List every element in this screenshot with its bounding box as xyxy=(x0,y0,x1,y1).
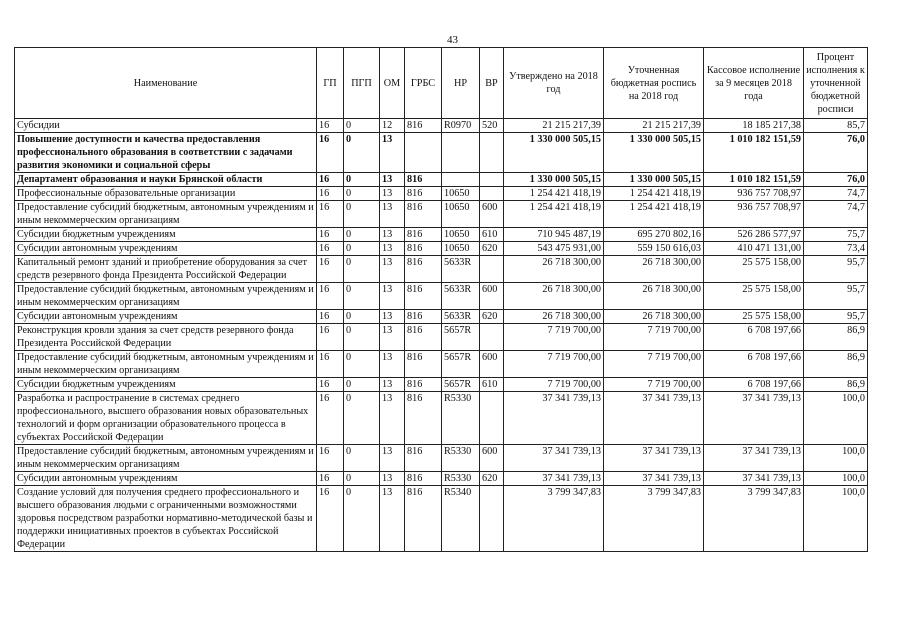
table-row xyxy=(15,310,868,324)
cell-approved: 37 341 739,13 xyxy=(504,445,604,472)
cell-cash: 25 575 158,00 xyxy=(704,283,804,310)
cell-vr: 610 xyxy=(480,378,504,392)
cell-grbs: 816 xyxy=(405,472,442,486)
cell-approved: 7 719 700,00 xyxy=(504,378,604,392)
cell-np: 10650 xyxy=(442,201,480,228)
cell-refined: 26 718 300,00 xyxy=(604,310,704,324)
cell-refined: 26 718 300,00 xyxy=(604,283,704,310)
cell-om: 13 xyxy=(380,392,405,445)
cell-name: Разработка и распространение в системах среднего профессионального, высшего образования новых образовательных технологий и форм организации образовательного процесса в субъектах Российской Федерации xyxy=(15,392,317,445)
cell-om: 13 xyxy=(380,242,405,256)
cell-approved: 1 254 421 418,19 xyxy=(504,201,604,228)
cell-name: Предоставление субсидий бюджетным, автономным учреждениям и иным некоммерческим организациям xyxy=(15,283,317,310)
cell-np: 10650 xyxy=(442,242,480,256)
cell-approved: 26 718 300,00 xyxy=(504,283,604,310)
header-grbs: ГРБС xyxy=(405,48,442,119)
cell-vr xyxy=(480,187,504,201)
header-pgp: ПГП xyxy=(344,48,380,119)
cell-percent: 86,9 xyxy=(804,378,868,392)
cell-om: 13 xyxy=(380,351,405,378)
cell-refined: 695 270 802,16 xyxy=(604,228,704,242)
cell-grbs: 816 xyxy=(405,256,442,283)
cell-percent: 74,7 xyxy=(804,201,868,228)
cell-percent: 95,7 xyxy=(804,310,868,324)
cell-om: 13 xyxy=(380,283,405,310)
cell-name: Реконструкция кровли здания за счет средств резервного фонда Президента Российской Федерации xyxy=(15,324,317,351)
cell-cash: 1 010 182 151,59 xyxy=(704,133,804,173)
cell-approved: 7 719 700,00 xyxy=(504,324,604,351)
table-header-row xyxy=(15,48,868,119)
cell-refined: 1 254 421 418,19 xyxy=(604,201,704,228)
cell-pgp: 0 xyxy=(344,173,380,187)
cell-percent: 100,0 xyxy=(804,486,868,552)
cell-refined: 3 799 347,83 xyxy=(604,486,704,552)
cell-grbs: 816 xyxy=(405,324,442,351)
cell-pgp: 0 xyxy=(344,351,380,378)
header-percent: Процент исполнения к уточненной бюджетной росписи xyxy=(804,48,868,119)
cell-cash: 37 341 739,13 xyxy=(704,445,804,472)
cell-cash: 936 757 708,97 xyxy=(704,201,804,228)
table-row xyxy=(15,445,868,472)
cell-gp: 16 xyxy=(317,351,344,378)
cell-percent: 100,0 xyxy=(804,472,868,486)
header-vr: ВР xyxy=(480,48,504,119)
cell-cash: 6 708 197,66 xyxy=(704,351,804,378)
cell-vr xyxy=(480,486,504,552)
cell-np: 10650 xyxy=(442,187,480,201)
cell-percent: 95,7 xyxy=(804,283,868,310)
cell-cash: 3 799 347,83 xyxy=(704,486,804,552)
cell-percent: 73,4 xyxy=(804,242,868,256)
table-row xyxy=(15,486,868,552)
cell-vr xyxy=(480,256,504,283)
table-row xyxy=(15,187,868,201)
cell-percent: 76,0 xyxy=(804,173,868,187)
table-row xyxy=(15,472,868,486)
table-row xyxy=(15,228,868,242)
cell-pgp: 0 xyxy=(344,445,380,472)
cell-refined: 37 341 739,13 xyxy=(604,472,704,486)
cell-grbs: 816 xyxy=(405,378,442,392)
cell-percent: 86,9 xyxy=(804,324,868,351)
cell-grbs: 816 xyxy=(405,283,442,310)
cell-gp: 16 xyxy=(317,133,344,173)
cell-np: R5330 xyxy=(442,445,480,472)
cell-gp: 16 xyxy=(317,472,344,486)
table-row xyxy=(15,324,868,351)
cell-gp: 16 xyxy=(317,324,344,351)
cell-approved: 1 330 000 505,15 xyxy=(504,133,604,173)
cell-percent: 85,7 xyxy=(804,119,868,133)
cell-om: 13 xyxy=(380,173,405,187)
cell-om: 13 xyxy=(380,486,405,552)
cell-name: Предоставление субсидий бюджетным, автономным учреждениям и иным некоммерческим организациям xyxy=(15,351,317,378)
cell-np: 5657R xyxy=(442,351,480,378)
header-approved: Утверждено на 2018 год xyxy=(504,48,604,119)
cell-gp: 16 xyxy=(317,173,344,187)
cell-cash: 18 185 217,38 xyxy=(704,119,804,133)
table-row xyxy=(15,119,868,133)
cell-gp: 16 xyxy=(317,201,344,228)
cell-pgp: 0 xyxy=(344,324,380,351)
cell-cash: 1 010 182 151,59 xyxy=(704,173,804,187)
cell-om: 13 xyxy=(380,472,405,486)
cell-pgp: 0 xyxy=(344,472,380,486)
cell-grbs: 816 xyxy=(405,187,442,201)
table-row xyxy=(15,283,868,310)
cell-percent: 95,7 xyxy=(804,256,868,283)
cell-gp: 16 xyxy=(317,486,344,552)
cell-vr xyxy=(480,392,504,445)
cell-name: Создание условий для получения среднего профессионального и высшего образования людьми с ограниченными возможностями здоровья посредством разработки нормативно-методической базы и поддержки инициативных проектов в субъектах Российской Федерации xyxy=(15,486,317,552)
cell-gp: 16 xyxy=(317,119,344,133)
cell-grbs: 816 xyxy=(405,201,442,228)
cell-vr: 600 xyxy=(480,283,504,310)
cell-refined: 7 719 700,00 xyxy=(604,324,704,351)
table-row xyxy=(15,133,868,173)
table-row xyxy=(15,256,868,283)
cell-vr: 600 xyxy=(480,201,504,228)
cell-name: Предоставление субсидий бюджетным, автономным учреждениям и иным некоммерческим организациям xyxy=(15,445,317,472)
table-row xyxy=(15,173,868,187)
cell-pgp: 0 xyxy=(344,310,380,324)
cell-pgp: 0 xyxy=(344,256,380,283)
cell-name: Субсидии автономным учреждениям xyxy=(15,472,317,486)
header-name: Наименование xyxy=(15,48,317,119)
cell-grbs: 816 xyxy=(405,392,442,445)
cell-pgp: 0 xyxy=(344,283,380,310)
cell-approved: 26 718 300,00 xyxy=(504,310,604,324)
table-row xyxy=(15,351,868,378)
cell-name: Профессиональные образовательные организации xyxy=(15,187,317,201)
cell-pgp: 0 xyxy=(344,228,380,242)
table-row xyxy=(15,201,868,228)
cell-om: 13 xyxy=(380,187,405,201)
budget-table xyxy=(14,47,868,552)
cell-gp: 16 xyxy=(317,256,344,283)
cell-cash: 25 575 158,00 xyxy=(704,256,804,283)
cell-pgp: 0 xyxy=(344,392,380,445)
cell-gp: 16 xyxy=(317,310,344,324)
table-row xyxy=(15,392,868,445)
cell-refined: 559 150 616,03 xyxy=(604,242,704,256)
cell-refined: 37 341 739,13 xyxy=(604,445,704,472)
cell-pgp: 0 xyxy=(344,119,380,133)
cell-cash: 936 757 708,97 xyxy=(704,187,804,201)
cell-percent: 75,7 xyxy=(804,228,868,242)
cell-pgp: 0 xyxy=(344,242,380,256)
cell-refined: 1 330 000 505,15 xyxy=(604,133,704,173)
cell-grbs: 816 xyxy=(405,242,442,256)
cell-om: 13 xyxy=(380,256,405,283)
cell-cash: 526 286 577,97 xyxy=(704,228,804,242)
cell-gp: 16 xyxy=(317,392,344,445)
cell-vr: 610 xyxy=(480,228,504,242)
cell-om: 13 xyxy=(380,228,405,242)
cell-vr: 520 xyxy=(480,119,504,133)
cell-om: 12 xyxy=(380,119,405,133)
cell-grbs: 816 xyxy=(405,119,442,133)
cell-vr: 620 xyxy=(480,242,504,256)
cell-grbs: 816 xyxy=(405,173,442,187)
cell-refined: 7 719 700,00 xyxy=(604,378,704,392)
cell-name: Субсидии xyxy=(15,119,317,133)
table-row xyxy=(15,242,868,256)
cell-approved: 710 945 487,19 xyxy=(504,228,604,242)
cell-percent: 100,0 xyxy=(804,445,868,472)
cell-refined: 1 254 421 418,19 xyxy=(604,187,704,201)
cell-approved: 37 341 739,13 xyxy=(504,472,604,486)
cell-refined: 26 718 300,00 xyxy=(604,256,704,283)
cell-name: Субсидии автономным учреждениям xyxy=(15,310,317,324)
cell-gp: 16 xyxy=(317,445,344,472)
cell-np: 5633R xyxy=(442,310,480,324)
cell-grbs: 816 xyxy=(405,445,442,472)
cell-percent: 100,0 xyxy=(804,392,868,445)
cell-refined: 7 719 700,00 xyxy=(604,351,704,378)
cell-pgp: 0 xyxy=(344,201,380,228)
cell-np: 5657R xyxy=(442,378,480,392)
cell-name: Капитальный ремонт зданий и приобретение оборудования за счет средств резервного фонда Президента Российской Федерации xyxy=(15,256,317,283)
cell-np: 5633R xyxy=(442,256,480,283)
cell-approved: 7 719 700,00 xyxy=(504,351,604,378)
cell-np: 5657R xyxy=(442,324,480,351)
cell-vr xyxy=(480,173,504,187)
cell-grbs: 816 xyxy=(405,228,442,242)
cell-grbs: 816 xyxy=(405,351,442,378)
cell-cash: 25 575 158,00 xyxy=(704,310,804,324)
cell-name: Субсидии автономным учреждениям xyxy=(15,242,317,256)
cell-gp: 16 xyxy=(317,378,344,392)
cell-np: R0970 xyxy=(442,119,480,133)
cell-name: Субсидии бюджетным учреждениям xyxy=(15,228,317,242)
cell-grbs xyxy=(405,133,442,173)
cell-np: 5633R xyxy=(442,283,480,310)
header-gp: ГП xyxy=(317,48,344,119)
cell-cash: 6 708 197,66 xyxy=(704,324,804,351)
cell-pgp: 0 xyxy=(344,187,380,201)
cell-pgp: 0 xyxy=(344,486,380,552)
cell-approved: 37 341 739,13 xyxy=(504,392,604,445)
cell-np xyxy=(442,133,480,173)
cell-np: R5330 xyxy=(442,392,480,445)
cell-pgp: 0 xyxy=(344,378,380,392)
cell-approved: 3 799 347,83 xyxy=(504,486,604,552)
cell-name: Субсидии бюджетным учреждениям xyxy=(15,378,317,392)
cell-np: 10650 xyxy=(442,228,480,242)
cell-gp: 16 xyxy=(317,242,344,256)
header-om: ОМ xyxy=(380,48,405,119)
cell-name: Предоставление субсидий бюджетным, автономным учреждениям и иным некоммерческим организациям xyxy=(15,201,317,228)
cell-name: Департамент образования и науки Брянской области xyxy=(15,173,317,187)
page-number: 43 xyxy=(447,34,458,46)
cell-approved: 21 215 217,39 xyxy=(504,119,604,133)
cell-grbs: 816 xyxy=(405,310,442,324)
header-np: НР xyxy=(442,48,480,119)
cell-grbs: 816 xyxy=(405,486,442,552)
cell-refined: 1 330 000 505,15 xyxy=(604,173,704,187)
cell-refined: 21 215 217,39 xyxy=(604,119,704,133)
cell-cash: 410 471 131,00 xyxy=(704,242,804,256)
cell-gp: 16 xyxy=(317,283,344,310)
header-refined: Уточненная бюджетная роспись на 2018 год xyxy=(604,48,704,119)
cell-om: 13 xyxy=(380,324,405,351)
cell-cash: 37 341 739,13 xyxy=(704,392,804,445)
cell-np: R5340 xyxy=(442,486,480,552)
cell-pgp: 0 xyxy=(344,133,380,173)
cell-vr: 620 xyxy=(480,310,504,324)
cell-approved: 1 330 000 505,15 xyxy=(504,173,604,187)
cell-percent: 74,7 xyxy=(804,187,868,201)
cell-om: 13 xyxy=(380,133,405,173)
cell-np: R5330 xyxy=(442,472,480,486)
cell-cash: 37 341 739,13 xyxy=(704,472,804,486)
cell-vr: 600 xyxy=(480,445,504,472)
cell-vr: 600 xyxy=(480,351,504,378)
header-cash: Кассовое исполнение за 9 месяцев 2018 года xyxy=(704,48,804,119)
cell-gp: 16 xyxy=(317,187,344,201)
cell-vr xyxy=(480,133,504,173)
cell-cash: 6 708 197,66 xyxy=(704,378,804,392)
cell-vr: 620 xyxy=(480,472,504,486)
cell-om: 13 xyxy=(380,445,405,472)
cell-percent: 86,9 xyxy=(804,351,868,378)
cell-approved: 1 254 421 418,19 xyxy=(504,187,604,201)
cell-refined: 37 341 739,13 xyxy=(604,392,704,445)
cell-om: 13 xyxy=(380,378,405,392)
table-body xyxy=(15,119,868,552)
table-row xyxy=(15,378,868,392)
cell-percent: 76,0 xyxy=(804,133,868,173)
cell-approved: 543 475 931,00 xyxy=(504,242,604,256)
cell-vr xyxy=(480,324,504,351)
cell-approved: 26 718 300,00 xyxy=(504,256,604,283)
cell-np xyxy=(442,173,480,187)
cell-name: Повышение доступности и качества предоставления профессионального образования в соответствии с задачами развития экономики и социальной сферы xyxy=(15,133,317,173)
cell-om: 13 xyxy=(380,310,405,324)
cell-gp: 16 xyxy=(317,228,344,242)
cell-om: 13 xyxy=(380,201,405,228)
